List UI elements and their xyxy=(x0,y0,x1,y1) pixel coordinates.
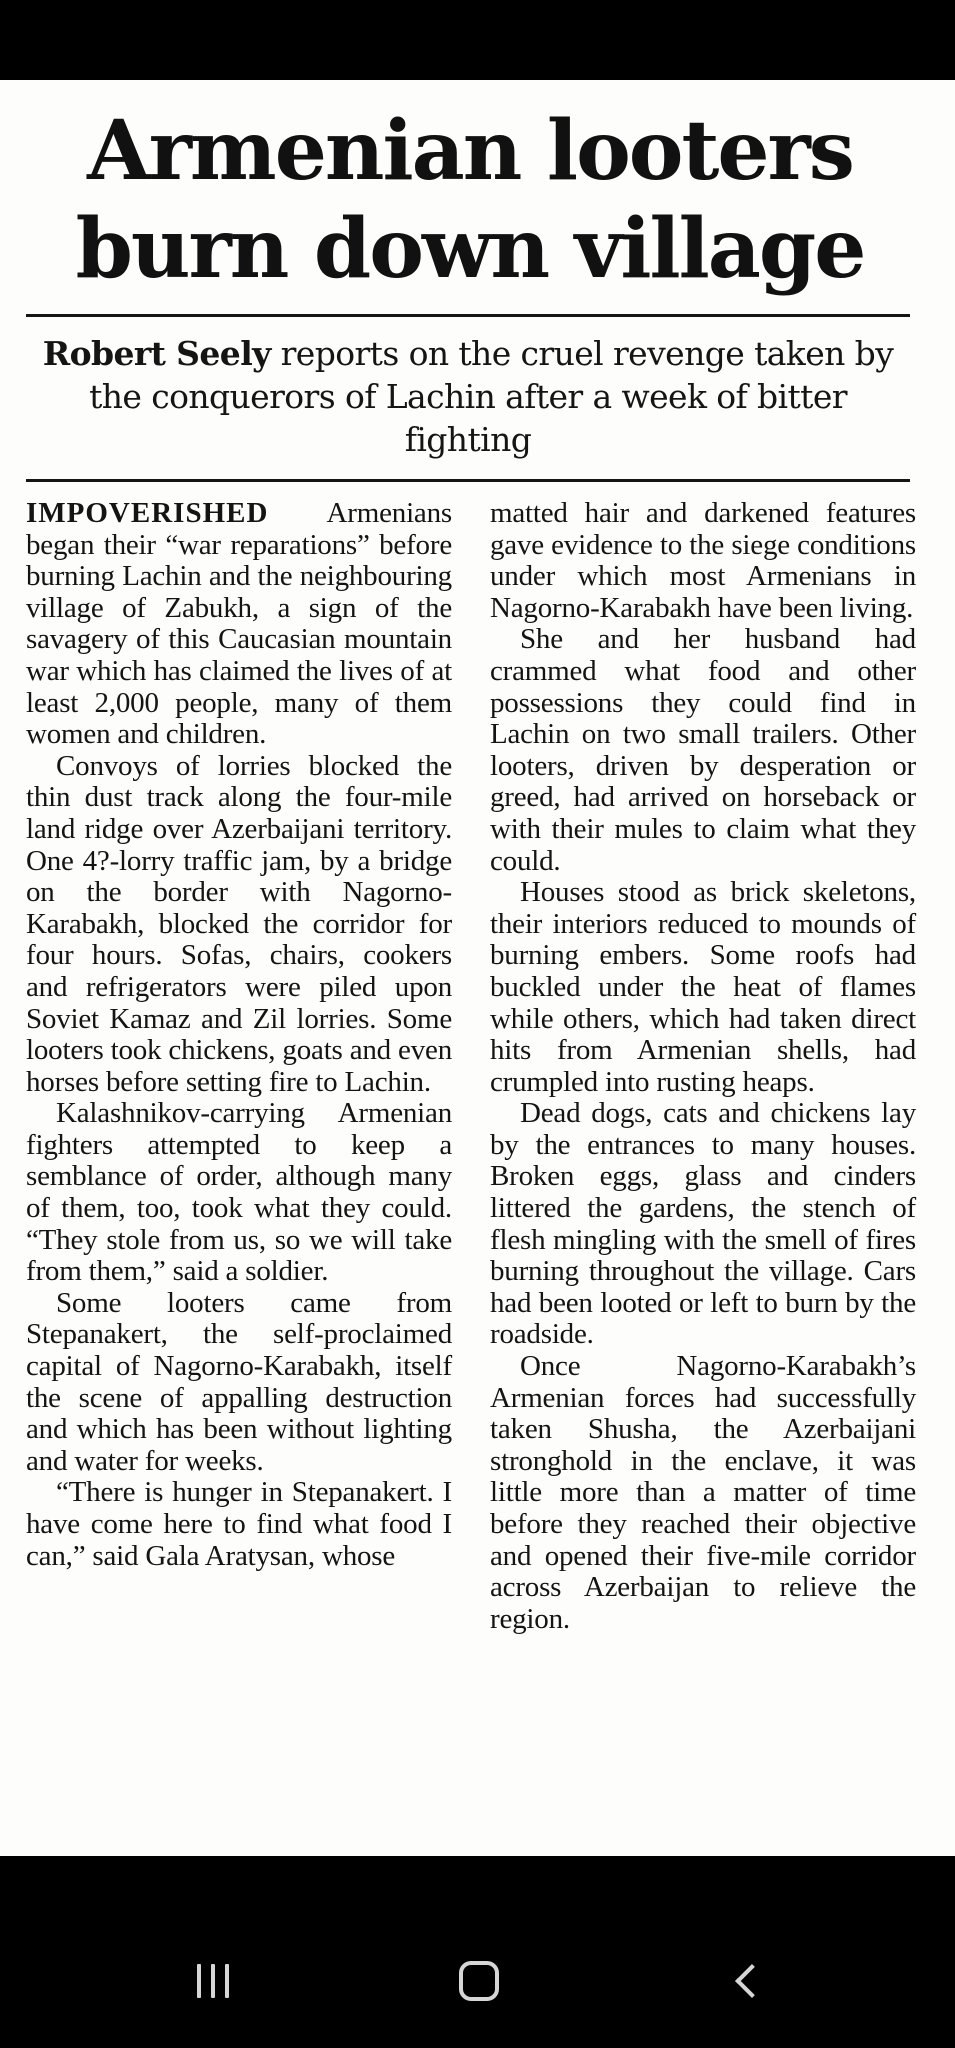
paragraph-7: She and her husband had crammed what food and other possessions they could find in Lachin on two small trailers. Other looters, driven by desperation or greed, had arrived on horseback or with their mules to claim what they could. xyxy=(490,623,916,877)
headline-line-2: burn down village xyxy=(75,201,865,297)
status-bar xyxy=(0,0,955,80)
back-icon xyxy=(735,1964,769,1998)
paragraph-1-text: Armenians began their “war reparations” before burning Lachin and the neighbouring village of Zabukh, a sign of the savagery of this Caucasian mountain war which has claimed the lives of at least 2,000 people, many of them women and children. xyxy=(26,497,452,751)
lead-word: IMPOVERISHED xyxy=(26,497,269,529)
recent-apps-button[interactable] xyxy=(168,1946,258,2016)
recent-apps-icon xyxy=(197,1964,229,1998)
home-icon xyxy=(459,1961,499,2001)
paragraph-2: Convoys of lorries blocked the thin dust track along the four-mile land ridge over Azerbaijani territory. One 4?-lorry traffic jam, by a bridge on the border with Nagorno-Karabakh, blocked the corridor for four hours. Sofas, chairs, cookers and refrigerators were piled upon Soviet Kamaz and Zil lorries. Some looters took chickens, goats and even horses before setting fire to Lachin. xyxy=(26,749,452,1098)
paragraph-4: Some looters came from Stepanakert, the self-proclaimed capital of Nagorno-Karabakh, itself the scene of appalling destruction and which has been without lighting and water for weeks. xyxy=(26,1286,452,1477)
headline xyxy=(30,102,910,298)
paragraph-5: “There is hunger in Stepanakert. I have come here to find what food I can,” said Gala Aratysan, whose xyxy=(26,1476,452,1572)
paragraph-6: matted hair and darkened features gave evidence to the siege conditions under which most Armenians in Nagorno-Karabakh have been living. xyxy=(490,497,916,624)
headline-line-1: Armenian looters xyxy=(87,103,853,199)
bottom-rule xyxy=(26,479,910,482)
newspaper-clipping xyxy=(0,80,955,1856)
standfirst-text: reports on the cruel revenge taken by the conquerors of Lachin after a week of bitter fighting xyxy=(89,334,894,459)
paragraph-9: Dead dogs, cats and chickens lay by the entrances to many houses. Broken eggs, glass and cinders littered the gardens, the stench of flesh mingling with the smell of fires burning throughout the village. Cars had been looted or left to burn by the roadside. xyxy=(490,1097,916,1351)
standfirst xyxy=(40,332,896,461)
right-column xyxy=(490,498,916,1635)
home-button[interactable] xyxy=(434,1946,524,2016)
left-column xyxy=(26,498,452,1572)
paragraph-8: Houses stood as brick skeletons, their interiors reduced to mounds of burning embers. Some roofs had buckled under the heat of flames while others, which had taken direct hits from Armenian shells, had crumpled into rusting heaps. xyxy=(490,876,916,1098)
navigation-bar xyxy=(0,1856,955,2048)
paragraph-10: Once Nagorno-Karabakh’s Armenian forces had successfully taken Shusha, the Azerbaijani stronghold in the enclave, it was little more than a matter of time before they reached their objective and opened their five-mile corridor across Azerbaijan to relieve the region. xyxy=(490,1350,916,1635)
byline: Robert Seely xyxy=(42,334,271,373)
top-rule xyxy=(26,314,910,317)
paragraph-3: Kalashnikov-carrying Armenian fighters attempted to keep a semblance of order, although many of them, too, took what they could. “They stole from us, so we will take from them,” said a soldier. xyxy=(26,1097,452,1288)
back-button[interactable] xyxy=(702,1946,792,2016)
paragraph-1 xyxy=(26,498,452,751)
